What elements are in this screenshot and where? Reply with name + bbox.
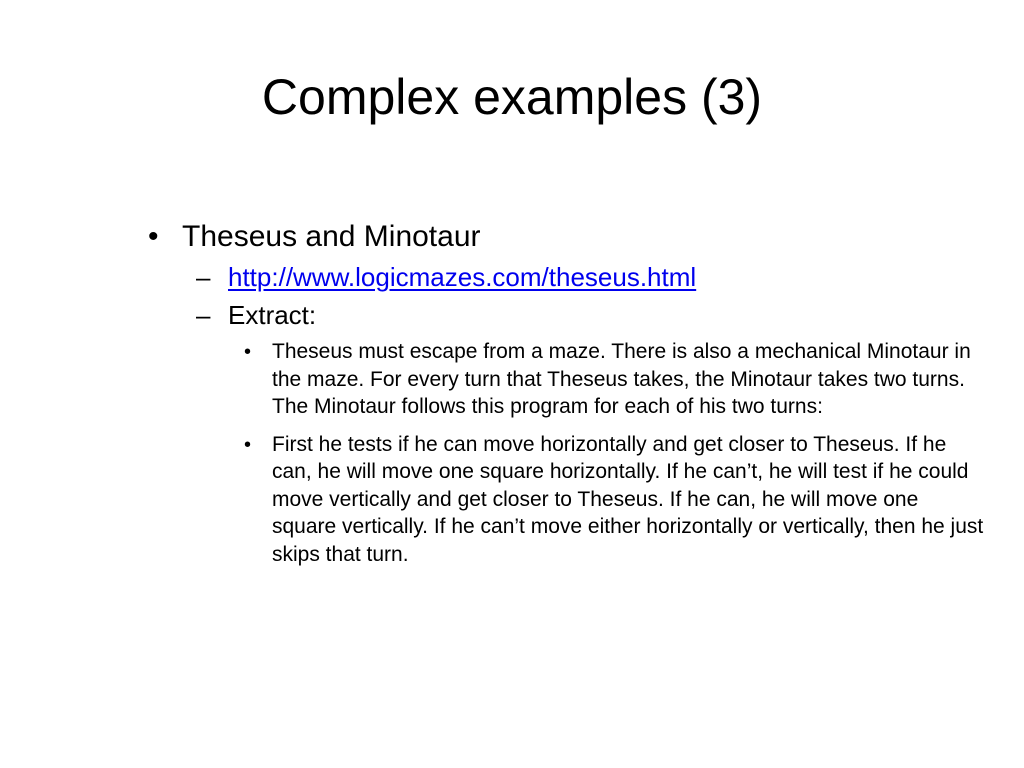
bullet-level2-link: [196, 258, 978, 296]
extract-paragraph: First he tests if he can move horizontally and get closer to Theseus. If he can, he will move one square horizontally. If he can’t, he will test if he could move vertically and get closer to Theseus. If he can, he will move one square vertically. If he can’t move either horizontally or vertically, then he just skips that turn.: [272, 432, 984, 566]
bullet-marker: •: [244, 341, 252, 363]
dash-marker: –: [196, 262, 211, 292]
extract-label: Extract:: [228, 300, 317, 330]
bullet-marker: •: [244, 433, 252, 456]
bullet-marker: •: [148, 220, 159, 253]
bullet-level3-item: [244, 338, 984, 421]
bullet-level1: [148, 216, 978, 258]
bullet-text: Theseus and Minotaur: [182, 220, 481, 253]
theseus-link[interactable]: http://www.logicmazes.com/theseus.html: [228, 262, 697, 292]
extract-paragraph: Theseus must escape from a maze. There is also a mechanical Minotaur in the maze. For every turn that Theseus takes, the Minotaur takes two turns. The Minotaur follows this program for each of his two turns:: [272, 340, 971, 418]
slide-title: Complex examples (3): [261, 69, 763, 125]
slide-content: [148, 216, 984, 568]
bullet-level3-item: [244, 431, 984, 569]
dash-marker: –: [196, 300, 211, 330]
bullet-level2-extract: [196, 296, 978, 334]
